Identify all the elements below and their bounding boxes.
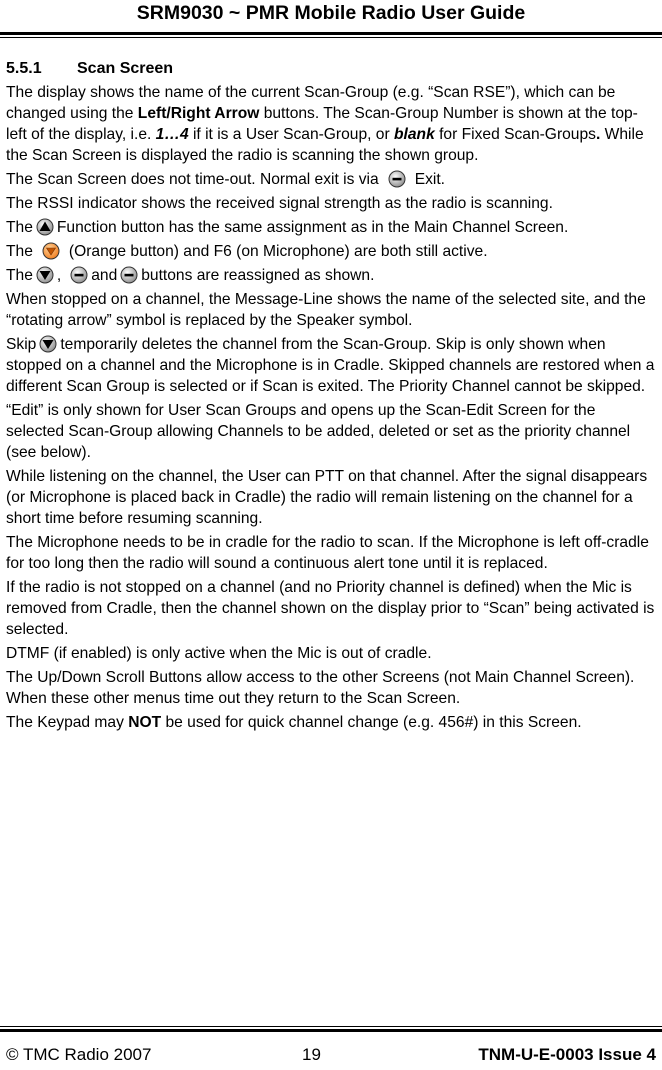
page-header-title: SRM9030 ~ PMR Mobile Radio User Guide (136, 2, 526, 24)
text-run: The (6, 243, 33, 260)
paragraph-exit (6, 169, 656, 190)
section-title: Scan Screen (77, 60, 174, 77)
section-heading (6, 58, 656, 80)
text-run: While the Scan Screen is displayed the radio is scanning the shown group. (6, 126, 644, 164)
paragraph-keypad (6, 712, 656, 733)
text-run: for Fixed Scan-Groups (434, 126, 596, 143)
text-run: The Keypad may (6, 714, 129, 731)
paragraph-orange-button (6, 241, 656, 262)
text-run: if it is a User Scan-Group, or (188, 126, 395, 143)
text-run-bold-italic: 1…4 (155, 126, 189, 143)
page-footer (0, 1044, 662, 1068)
text-run: Skip (6, 336, 37, 353)
minus-button-icon (388, 170, 406, 188)
paragraph-microphone-cradle: The Microphone needs to be in cradle for the radio to scan. If the Microphone is left off-cradle for too long then the radio will sound a continuous alert tone until it is replaced. (6, 534, 649, 572)
text-run-bold: NOT (128, 714, 162, 731)
up-function-button-icon (36, 218, 54, 236)
down-function-button-icon (39, 335, 57, 353)
paragraph-priority-channel: If the radio is not stopped on a channel (and no Priority channel is defined) when the Mic is removed from Cradle, then the channel shown on the display prior to “Scan” being activated is selected. (6, 579, 655, 638)
paragraph-rssi: The RSSI indicator shows the received signal strength as the radio is scanning. (6, 195, 553, 212)
text-run: Function button has the same assignment as in the Main Channel Screen. (56, 219, 569, 236)
footer-rule-thick (0, 1029, 662, 1032)
text-run: The (6, 219, 33, 236)
text-run: The Scan Screen does not time-out. Normal exit is via (6, 171, 379, 188)
text-run: and (91, 267, 118, 284)
footer-document-id: TNM-U-E-0003 Issue 4 (478, 1045, 656, 1064)
paragraph-function-button (6, 217, 656, 238)
paragraph-dtmf: DTMF (if enabled) is only active when the Mic is out of cradle. (6, 645, 432, 662)
down-function-button-icon (36, 266, 54, 284)
paragraph-scan-group (6, 82, 656, 166)
text-run: The display shows the name of the current Scan-Group (e.g. “Scan RSE”), which can be changed using the (6, 84, 616, 122)
paragraph-reassigned-buttons (6, 265, 656, 286)
paragraph-message-line: When stopped on a channel, the Message-Line shows the name of the selected site, and the “rotating arrow” symbol is replaced by the Speaker symbol. (6, 291, 646, 329)
footer-copyright: © TMC Radio 2007 (6, 1045, 152, 1064)
orange-button-icon (42, 242, 60, 260)
header-rule-thin (0, 37, 662, 38)
text-run: The (6, 267, 33, 284)
minus-button-icon (70, 266, 88, 284)
section-number: 5.5.1 (6, 60, 42, 77)
footer-page-number: 19 (302, 1045, 321, 1064)
text-run-bold-italic: blank (394, 126, 435, 143)
text-run: buttons are reassigned as shown. (141, 267, 375, 284)
paragraph-scroll-buttons: The Up/Down Scroll Buttons allow access to the other Screens (not Main Channel Screen). When these other menus time out they return to the Scan Screen. (6, 669, 635, 707)
text-run: (Orange button) and F6 (on Microphone) are both still active. (68, 243, 488, 260)
paragraph-ptt: While listening on the channel, the User can PTT on that channel. After the signal disappears (or Microphone is placed back in Cradle) the radio will remain listening on the channel for a short time before resuming scanning. (6, 468, 648, 527)
text-run: Exit. (414, 171, 446, 188)
document-body (6, 58, 656, 736)
paragraph-skip (6, 334, 656, 397)
text-run: be used for quick channel change (e.g. 456#) in this Screen. (161, 714, 582, 731)
header-rule-thick (0, 32, 662, 35)
text-run-bold: Left/Right Arrow (137, 105, 260, 122)
text-run-bold: . (595, 126, 601, 143)
minus-button-icon (120, 266, 138, 284)
paragraph-edit: “Edit” is only shown for User Scan Groups and opens up the Scan-Edit Screen for the selected Scan-Group allowing Channels to be added, deleted or set as the priority channel (see below). (6, 402, 631, 461)
text-run: buttons. The Scan-Group Number is shown at the top-left of the display, i.e. (6, 105, 638, 143)
text-run: , (56, 267, 62, 284)
text-run: temporarily deletes the channel from the Scan-Group. Skip is only shown when stopped on a channel and the Microphone is in Cradle. Skipped channels are restored when a different Scan Group is selected or if Scan is exited. The Priority Channel cannot be skipped. (6, 336, 655, 395)
footer-rule-thin (0, 1026, 662, 1027)
